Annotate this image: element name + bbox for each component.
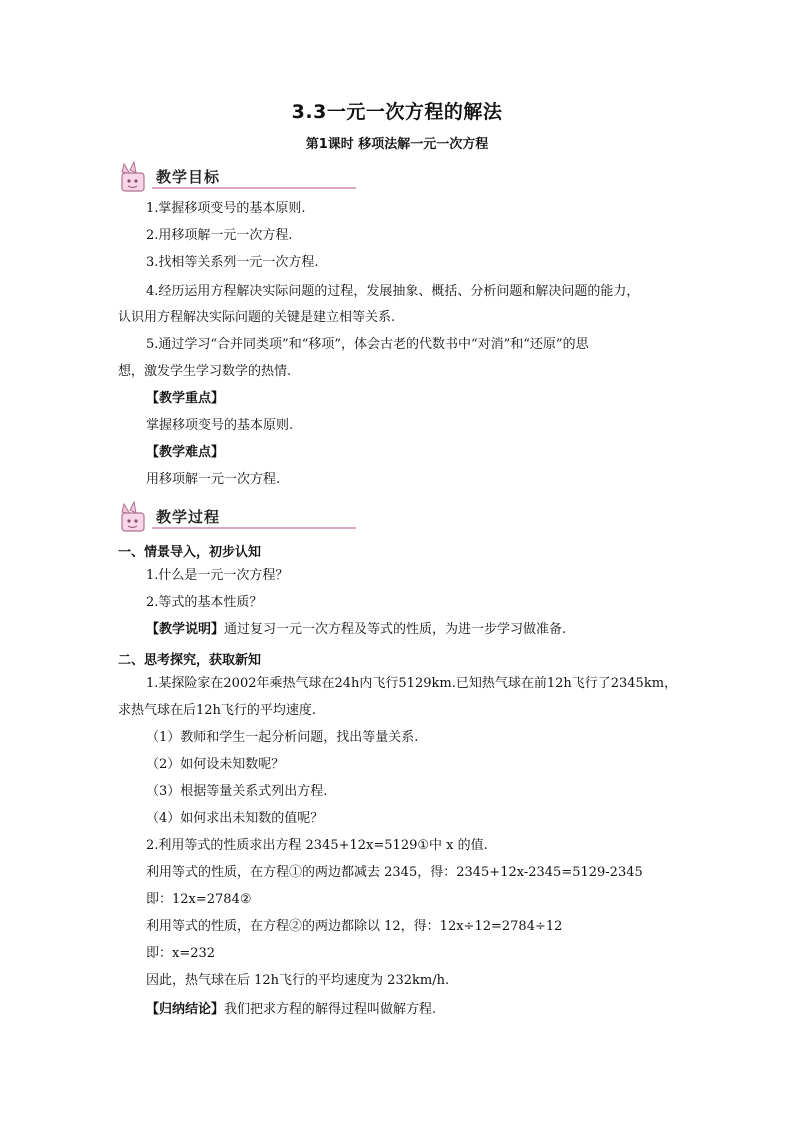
solution-line: 因此，热气球在后 12h飞行的平均速度为 232km/h. (146, 973, 450, 988)
teaching-note (146, 622, 566, 638)
analysis-step: （2）如何设未知数呢？ (146, 757, 285, 772)
objectives-banner (116, 160, 246, 194)
solution-line: 利用等式的性质，在方程②的两边都除以 12，得：12x÷12=2784÷12 (146, 919, 563, 934)
process-banner (116, 500, 246, 534)
teaching-note-label: 【教学说明】 (146, 622, 225, 637)
banner-underline (152, 187, 356, 189)
analysis-step: （4）如何求出未知数的值呢？ (146, 811, 324, 826)
lesson-subtitle: 第1课时 移项法解一元一次方程 (305, 137, 489, 152)
objective-item: 1.掌握移项变号的基本原则. (146, 201, 306, 216)
difficulty-text: 用移项解一元一次方程. (146, 472, 281, 487)
solution-line: 2.利用等式的性质求出方程 2345+12x=5129①中 x 的值. (146, 838, 488, 853)
difficulty-label: 【教学难点】 (146, 445, 225, 460)
problem-line: 1.某探险家在2002年乘热气球在24h内飞行5129km.已知热气球在前12h飞行了2345km， (146, 676, 678, 691)
solution-line: 即：12x=2784② (146, 892, 252, 907)
analysis-step: （3）根据等量关系式列出方程. (146, 784, 328, 799)
objective-item: 3.找相等关系列一元一次方程. (146, 255, 319, 270)
teaching-note-text: 通过复习一元一次方程及等式的性质，为进一步学习做准备. (224, 622, 567, 637)
objectives-banner-label: 教学目标 (156, 168, 221, 186)
solution-line: 利用等式的性质，在方程①的两边都减去 2345，得：2345+12x-2345=5129-2345 (146, 865, 643, 880)
objective-item: 认识用方程解决实际问题的关键是建立相等关系. (118, 310, 396, 325)
objective-item: 4.经历运用方程解决实际问题的过程，发展抽象、概括、分析问题和解决问题的能力， (146, 284, 640, 299)
solution-line: 即：x=232 (146, 946, 216, 961)
conclusion (146, 1002, 436, 1018)
problem-line: 求热气球在后12h飞行的平均速度. (118, 703, 317, 718)
process-banner-label: 教学过程 (156, 508, 221, 526)
key-point-text: 掌握移项变号的基本原则. (146, 418, 294, 433)
pencil-cup-icon (116, 160, 156, 194)
question-item: 2.等式的基本性质？ (146, 595, 263, 610)
pencil-cup-icon (116, 500, 156, 534)
objective-item: 想，激发学生学习数学的热情. (118, 364, 292, 379)
objective-item: 5.通过学习“合并同类项”和“移项”，体会古老的代数书中“对消”和“还原”的思 (146, 337, 589, 352)
analysis-step: （1）教师和学生一起分析问题，找出等量关系. (146, 730, 419, 745)
question-item: 1.什么是一元一次方程？ (146, 568, 289, 583)
key-point-label: 【教学重点】 (146, 391, 225, 406)
section-heading: 一、情景导入，初步认知 (118, 545, 262, 560)
banner-underline (152, 527, 356, 529)
lesson-title: 3.3一元一次方程的解法 (291, 101, 503, 123)
objective-item: 2.用移项解一元一次方程. (146, 228, 293, 243)
conclusion-text: 我们把求方程的解得过程叫做解方程. (224, 1002, 437, 1017)
section-heading: 二、思考探究，获取新知 (118, 653, 262, 668)
conclusion-label: 【归纳结论】 (146, 1002, 225, 1017)
